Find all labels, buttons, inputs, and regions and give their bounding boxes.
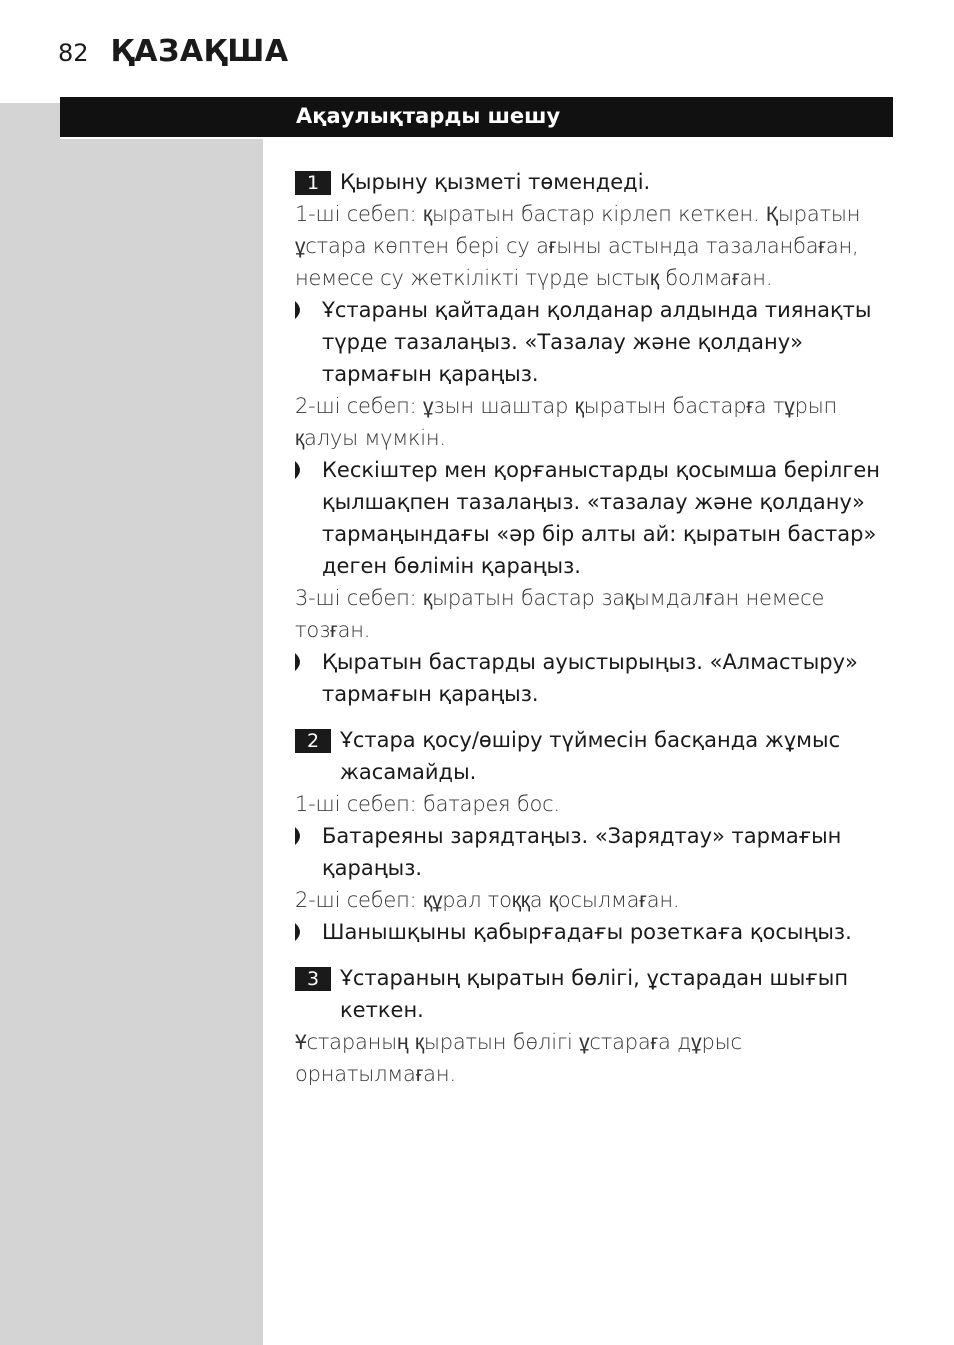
solution-item	[295, 916, 895, 948]
triangle-bullet-icon	[295, 653, 305, 671]
problem-text: Ұстараның қыратын бөлігі, ұстарадан шығып кеткен.	[340, 966, 849, 1022]
problem-heading	[295, 724, 895, 788]
solution-text: Ұстараны қайтадан қолданар алдында тиянақты түрде тазалаңыз. «Тазалау және қолдану» тармағын қараңыз.	[322, 298, 872, 386]
step-number-badge: 1	[295, 171, 331, 195]
problem-text: Ұстара қосу/өшіру түймесін басқанда жұмыс жасамайды.	[340, 728, 841, 784]
solution-item	[295, 820, 895, 884]
solution-text: Қыратын бастарды ауыстырыңыз. «Алмастыру» тармағын қараңыз.	[322, 650, 858, 706]
section-title: Ақаулықтарды шешу	[296, 104, 561, 128]
triangle-bullet-icon	[295, 461, 305, 479]
step-number-badge: 2	[295, 729, 331, 753]
solution-item	[295, 294, 895, 390]
cause-text: 2-ші себеп: ұзын шаштар қыратын бастарға тұрып қалуы мүмкін.	[295, 394, 838, 450]
problem-heading	[295, 962, 895, 1026]
problem-step-1	[295, 166, 895, 710]
step-number-badge: 3	[295, 967, 331, 991]
solution-text: Кескіштер мен қорғаныстарды қосымша берілген қылшақпен тазалаңыз. «тазалау және қолдану» тармаңындағы «әр бір алты ай: қыратын бастар» деген бөлімін қараңыз.	[322, 458, 881, 578]
troubleshooting-content	[295, 166, 895, 1090]
page-number: 82	[58, 39, 89, 67]
sidebar-margin	[0, 103, 263, 1345]
solution-text: Батареяны зарядтаңыз. «Зарядтау» тармағын қараңыз.	[322, 824, 842, 880]
solution-item	[295, 454, 895, 582]
problem-step-2	[295, 724, 895, 948]
triangle-bullet-icon	[295, 923, 305, 941]
triangle-bullet-icon	[295, 301, 305, 319]
problem-step-3	[295, 962, 895, 1090]
cause-text: 3-ші себеп: қыратын бастар зақымдалған немесе тозған.	[295, 586, 825, 642]
page-language-title: ҚАЗАҚША	[110, 34, 289, 69]
solution-item	[295, 646, 895, 710]
section-header-bar	[60, 97, 893, 139]
solution-text: Шанышқыны қабырғадағы розеткаға қосыңыз.	[322, 920, 852, 944]
problem-text: Қырыну қызметі төмендеді.	[340, 170, 651, 194]
triangle-bullet-icon	[295, 827, 305, 845]
cause-text: 1-ші себеп: батарея бос.	[295, 792, 560, 816]
problem-heading	[295, 166, 895, 198]
cause-text: 1-ші себеп: қыратын бастар кірлеп кеткен. Қыратын ұстара көптен бері су ағыны астында тазаланбаған, немесе су жеткілікті түрде ыстық болмаған.	[295, 202, 861, 290]
cause-text: Ұстараның қыратын бөлігі ұстараға дұрыс орнатылмаған.	[295, 1030, 742, 1086]
cause-text: 2-ші себеп: құрал тоққа қосылмаған.	[295, 888, 680, 912]
page-header	[58, 34, 289, 74]
